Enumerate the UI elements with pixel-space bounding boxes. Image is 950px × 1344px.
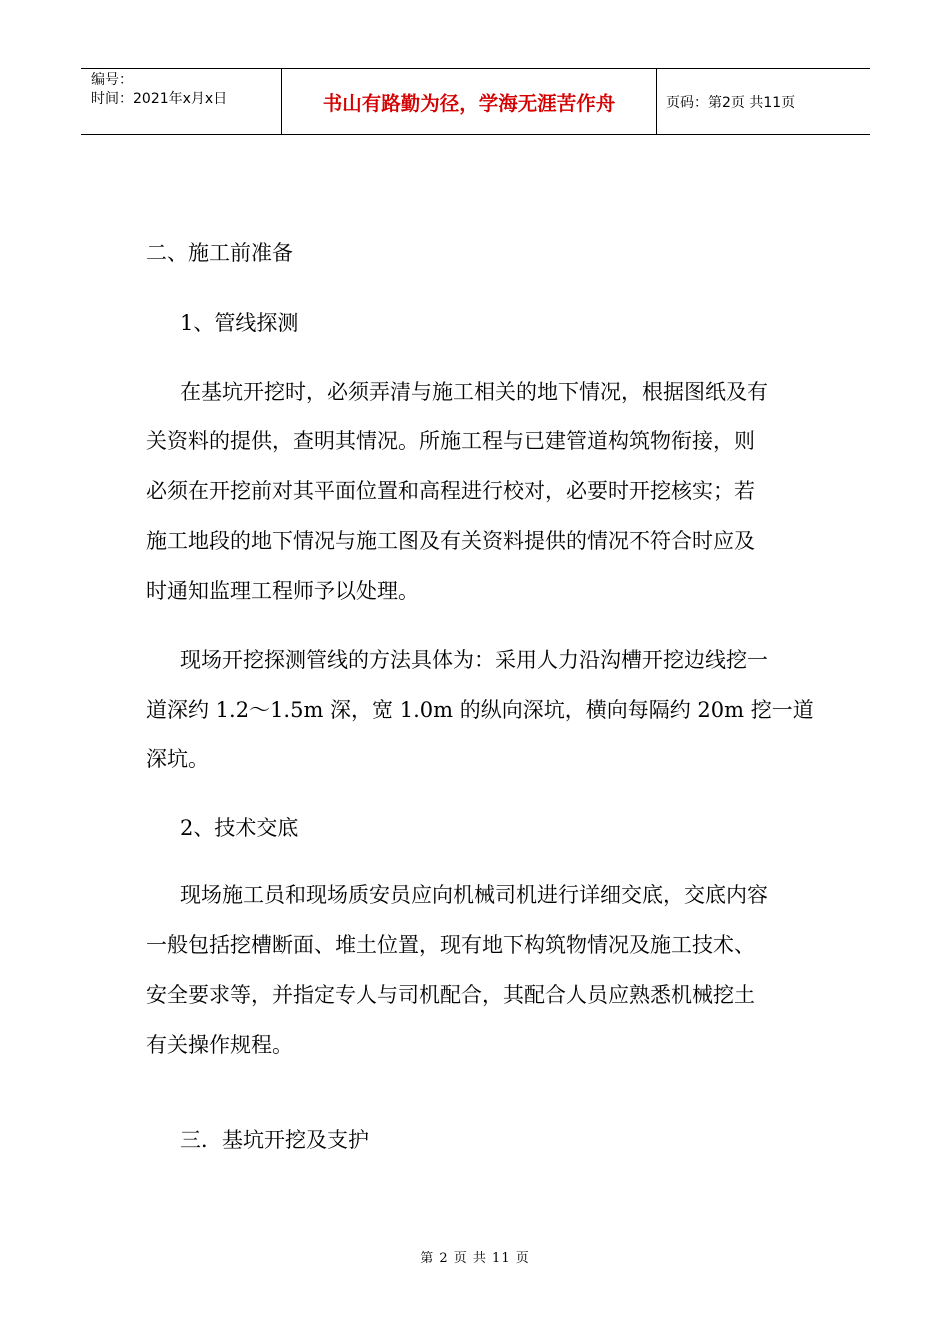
paragraph-2-line-1: 现场开挖探测管线的方法具体为：采用人力沿沟槽开挖边线挖一 [180,648,768,672]
paragraph-2-line-3: 深坑。 [146,747,209,771]
header-info [81,69,281,134]
paragraph-1-line-2: 关资料的提供，查明其情况。所施工程与已建管道构筑物衔接，则 [146,429,755,453]
paragraph-3-line-4: 有关操作规程。 [146,1033,293,1057]
section-3-heading: 三．基坑开挖及支护 [180,1128,369,1152]
paragraph-1-line-5: 时通知监理工程师予以处理。 [146,579,419,603]
paragraph-1-line-3: 必须在开挖前对其平面位置和高程进行校对，必要时开挖核实；若 [146,479,755,503]
paragraph-3-line-3: 安全要求等，并指定专人与司机配合，其配合人员应熟悉机械挖土 [146,983,755,1007]
document-number: 编号： [91,72,133,88]
header-page-code: 页码：第2页 共11页 [666,94,796,111]
page-footer: 第 2 页 共 11 页 [420,1251,530,1266]
paragraph-1-line-1: 在基坑开挖时，必须弄清与施工相关的地下情况，根据图纸及有 [180,380,768,404]
subsection-1-heading: 1、管线探测 [180,311,299,335]
paragraph-2-line-2: 道深约 1.2～1.5m 深，宽 1.0m 的纵向深坑，横向每隔约 20m 挖一道 [146,698,814,722]
header-motto: 书山有路勤为径，学海无涯苦作舟 [281,69,657,134]
section-2-heading: 二、施工前准备 [146,241,293,265]
paragraph-3-line-2: 一般包括挖槽断面、堆土位置，现有地下构筑物情况及施工技术、 [146,933,755,957]
paragraph-1-line-4: 施工地段的地下情况与施工图及有关资料提供的情况不符合时应及 [146,529,755,553]
page-header [81,68,870,135]
paragraph-3-line-1: 现场施工员和现场质安员应向机械司机进行详细交底，交底内容 [180,883,768,907]
subsection-2-heading: 2、技术交底 [180,816,299,840]
document-date: 时间：2021年x月x日 [91,91,228,107]
